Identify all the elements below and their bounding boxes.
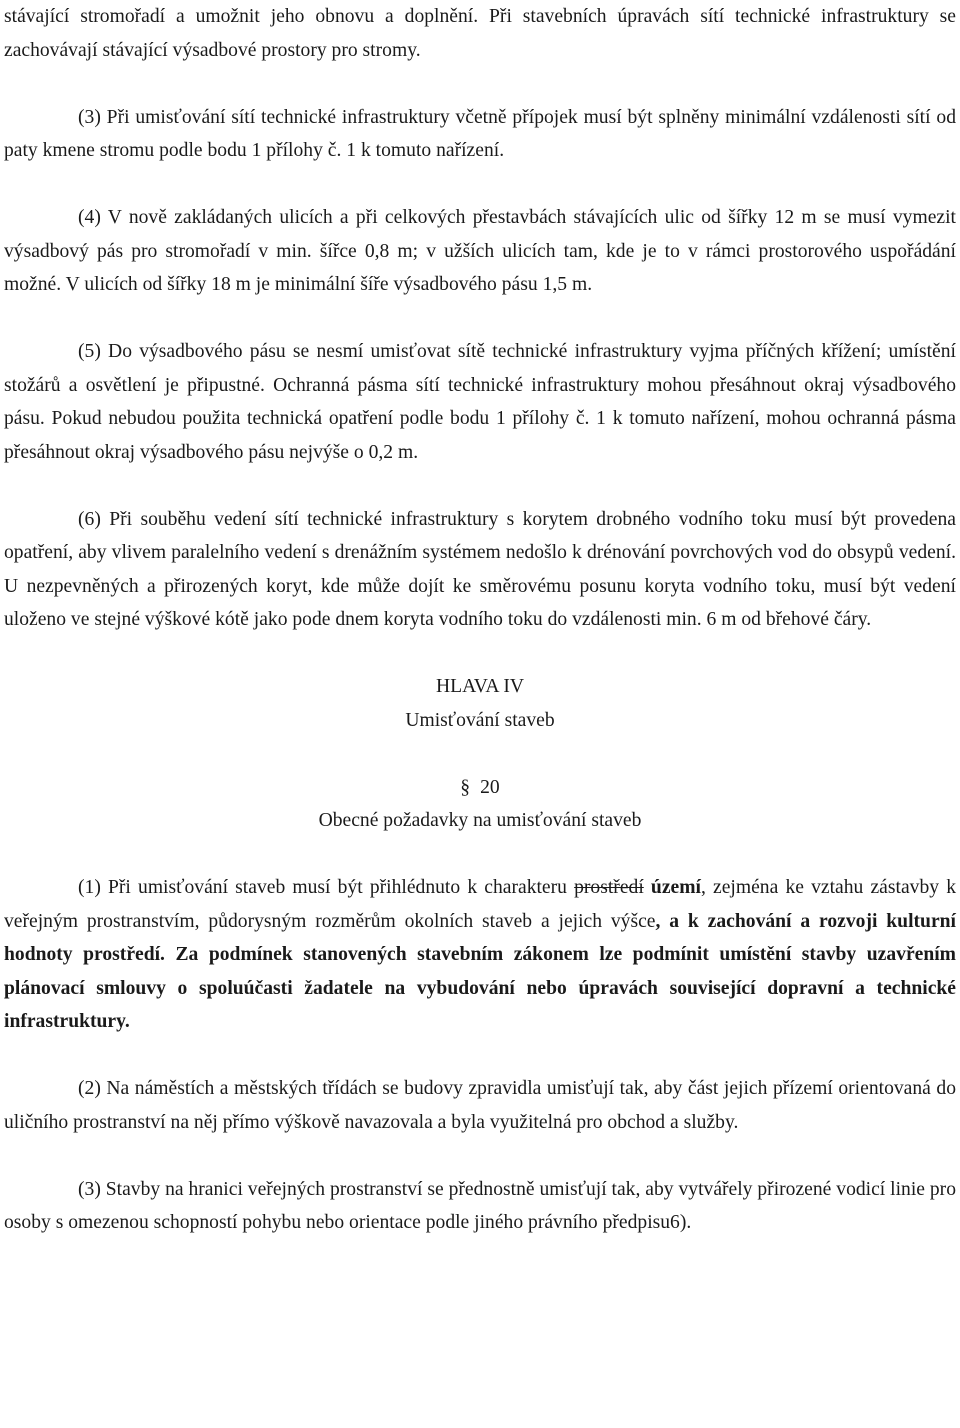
spacer <box>4 469 956 503</box>
deleted-text: prostředí <box>574 877 644 898</box>
document-page <box>4 0 956 1240</box>
spacer <box>4 1039 956 1073</box>
spacer <box>4 637 956 671</box>
section-sign: § <box>460 776 471 798</box>
text-run: (1) Při umisťování staveb musí být přihlédnuto k charakteru <box>78 877 575 898</box>
section-paragraph-2: (2) Na náměstích a městských třídách se budovy zpravidla umisťují tak, aby část jejich přízemí orientovaná do uličního prostranství na něj přímo výškově navazovala a byla využitelná pro obchod a služby. <box>4 1078 956 1133</box>
section-heading <box>4 771 956 805</box>
inserted-text-bold: , a k zachování a rozvoji kulturní hodnoty prostředí. Za podmínek stanovených stavebním zákonem lze podmínit umístění stavby uzavřením plánovací smlouvy o spoluúčasti žadatele na vybudování nebo úpravách související dopravní a technické infrastruktury. <box>4 910 956 1032</box>
section-paragraph-1 <box>4 871 956 1039</box>
paragraph-continuation: stávající stromořadí a umožnit jeho obnovu a doplnění. Při stavebních úpravách sítí technické infrastruktury se zachovávají stávající výsadbové prostory pro stromy. <box>4 6 956 61</box>
section-paragraph-3: (3) Stavby na hranici veřejných prostranství se přednostně umisťují tak, aby vytvářely přirozené vodicí linie pro osoby s omezenou schopností pohybu nebo orientace podle jiného právního předpisu6). <box>4 1178 956 1233</box>
spacer <box>4 168 956 202</box>
inserted-text: území <box>643 877 701 898</box>
paragraph-5: (5) Do výsadbového pásu se nesmí umisťovat sítě technické infrastruktury vyjma příčných křížení; umístění stožárů a osvětlení je připustné. Ochranná pásma sítí technické infrastruktury mohou přesáhnout okraj výsadbového pásu. Pokud nebudou použita technická opatření podle bodu 1 přílohy č. 1 k tomuto nařízení, mohou ochranná pásma přesáhnout okraj výsadbového pásu nejvýše o 0,2 m. <box>4 341 956 463</box>
spacer <box>4 302 956 336</box>
text-run: , zejména ke vztahu zástavby k veřejným prostranstvím, půdorysným rozměrům okolních staveb a jejich výšce <box>4 877 956 932</box>
spacer <box>4 737 956 771</box>
spacer <box>4 67 956 101</box>
chapter-title: Umisťování staveb <box>405 709 555 731</box>
paragraph-4: (4) V nově zakládaných ulicích a při celkových přestavbách stávajících ulic od šířky 12 m se musí vymezit výsadbový pás pro stromořadí v min. šířce 0,8 m; v užších ulicích tam, kde je to v rámci prostorového uspořádání možné. V ulicích od šířky 18 m je minimální šíře výsadbového pásu 1,5 m. <box>4 207 956 295</box>
spacer <box>4 1139 956 1173</box>
paragraph-3: (3) Při umisťování sítí technické infrastruktury včetně přípojek musí být splněny minimální vzdálenosti sítí od paty kmene stromu podle bodu 1 přílohy č. 1 k tomuto nařízení. <box>4 106 956 161</box>
section-number: 20 <box>480 776 500 798</box>
chapter-heading: HLAVA IV <box>435 676 524 697</box>
paragraph-6: (6) Při souběhu vedení sítí technické infrastruktury s korytem drobného vodního toku musí být provedena opatření, aby vlivem paralelního vedení s drenážním systémem nedošlo k drénování povrchových vod do obsypů vedení. U nezpevněných a přirozených koryt, kde může dojít ke směrovému posunu koryta vodního toku, musí být vedení uloženo ve stejné výškové kótě jako pode dnem koryta vodního toku do vzdálenosti min. 6 m od břehové čáry. <box>4 508 956 630</box>
section-title: Obecné požadavky na umisťování staveb <box>318 810 642 831</box>
spacer <box>4 838 956 872</box>
